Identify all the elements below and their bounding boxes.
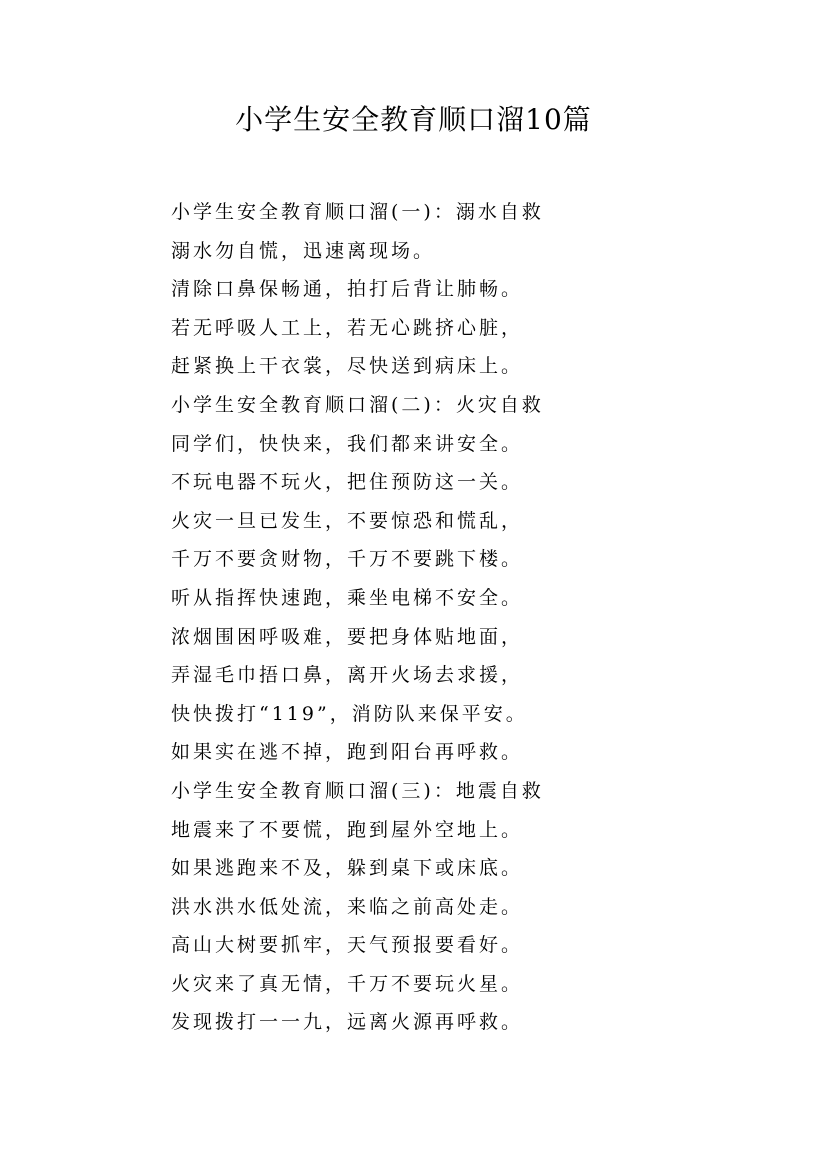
text-line: 同学们，快快来，我们都来讲安全。 (171, 432, 524, 455)
text-line: 不玩电器不玩火，把住预防这一关。 (171, 471, 524, 494)
text-line: 发现拨打一一九，远离火源再呼救。 (171, 1011, 524, 1034)
text-line: 浓烟围困呼吸难，要把身体贴地面， (171, 625, 524, 648)
text-line: 高山大树要抓牢，天气预报要看好。 (171, 934, 524, 957)
text-line: 洪水洪水低处流，来临之前高处走。 (171, 895, 524, 918)
text-line: 听从指挥快速跑，乘坐电梯不安全。 (171, 586, 524, 609)
text-line: 小学生安全教育顺口溜(一)：溺水自救 (171, 201, 544, 223)
document-title: 小学生安全教育顺口溜10篇 (235, 103, 592, 136)
text-line: 溺水勿自慌，迅速离现场。 (171, 239, 436, 262)
document-body (171, 193, 771, 1042)
text-line: 小学生安全教育顺口溜(二)：火灾自救 (171, 393, 544, 416)
text-line: 快快拨打“119”，消防队来保平安。 (171, 702, 528, 725)
text-line: 火灾来了真无情，千万不要玩火星。 (171, 972, 524, 995)
text-line: 赶紧换上干衣裳，尽快送到病床上。 (171, 355, 524, 378)
text-line: 地震来了不要慌，跑到屋外空地上。 (171, 818, 524, 841)
text-line: 弄湿毛巾捂口鼻，离开火场去求援， (171, 664, 524, 687)
text-line: 火灾一旦已发生，不要惊恐和慌乱， (171, 509, 524, 532)
text-line: 若无呼吸人工上，若无心跳挤心脏， (171, 316, 524, 339)
text-line: 如果逃跑来不及，躲到桌下或床底。 (171, 857, 524, 880)
text-line: 小学生安全教育顺口溜(三)：地震自救 (171, 779, 544, 802)
text-line: 如果实在逃不掉，跑到阳台再呼救。 (171, 741, 524, 764)
text-line: 清除口鼻保畅通，拍打后背让肺畅。 (171, 278, 524, 301)
text-line: 千万不要贪财物，千万不要跳下楼。 (171, 548, 524, 571)
